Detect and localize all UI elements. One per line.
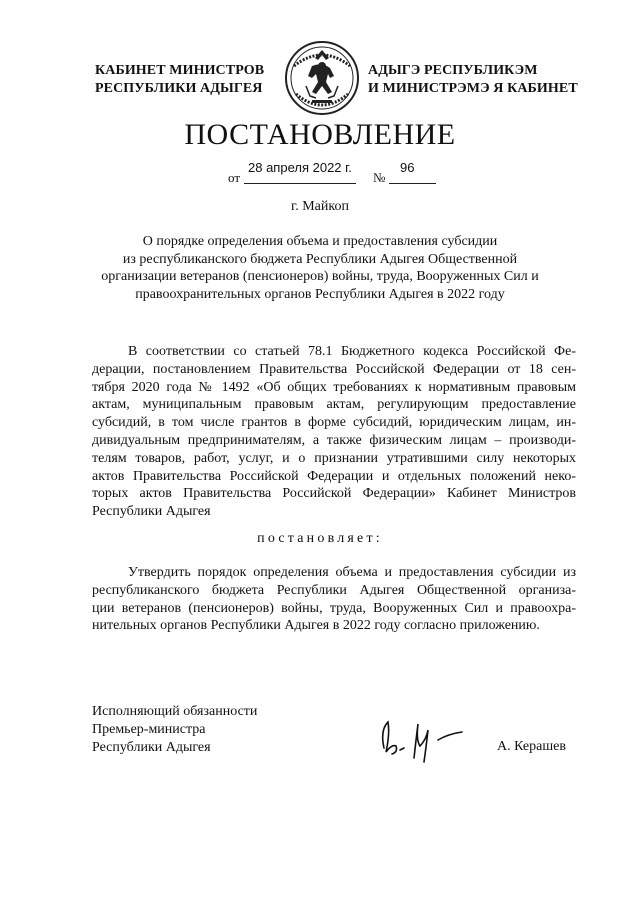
issuer-adyghe-line-1: АДЫГЭ РЕСПУБЛИКЭМ: [368, 63, 538, 78]
number-label: №: [373, 170, 386, 185]
subject-line: О порядке определения объема и предоставления субсидии: [142, 234, 498, 249]
signatory-line-1: Исполняющий обязанности: [92, 704, 258, 719]
resolution-line: нительных органов Республики Адыгея в 2022 году согласно приложению.: [92, 618, 540, 634]
document-subject: [100, 233, 540, 303]
resolution-line: Утвердить порядок определения объема и предоставления субсидии из: [128, 565, 576, 580]
number-underline: [389, 183, 436, 184]
signatory-name: А. Керашев: [497, 739, 566, 754]
preamble-line: торых актов Правительства Российской Федерации» Кабинет Министров: [92, 486, 576, 502]
resolution-line: ции ветеранов (пенсионеров) войны, труда, Вооруженных Сил и правоохра-: [92, 600, 576, 616]
document-title: ПОСТАНОВЛЕНИЕ: [184, 118, 456, 151]
resolution-paragraph: [92, 564, 576, 635]
subject-line: организации ветеранов (пенсионеров) войны, труда, Вооруженных Сил и: [101, 269, 539, 284]
issuer-name-russian: [95, 62, 264, 98]
date-underline: [244, 183, 356, 184]
issuer-line-2: РЕСПУБЛИКИ АДЫГЕЯ: [95, 81, 263, 96]
issuer-adyghe-line-2: И МИНИСТРЭМЭ Я КАБИНЕТ: [368, 81, 578, 96]
number-value: 96: [400, 160, 415, 175]
preamble-line: тября 2020 года № 1492 «Об общих требованиях к нормативным правовым: [92, 379, 576, 395]
issuer-name-adyghe: [368, 62, 578, 98]
preamble-line: актам, муниципальным правовым актам, регулирующим предоставление: [92, 397, 576, 413]
preamble-paragraph: [92, 343, 576, 521]
issuer-line-1: КАБИНЕТ МИНИСТРОВ: [95, 63, 265, 78]
preamble-line: В соответствии со статьей 78.1 Бюджетного кодекса Российской Фе-: [128, 344, 576, 359]
resolution-line: республиканского бюджета Республики Адыгея Общественной организа-: [92, 582, 576, 598]
handwritten-signature-icon: [370, 700, 480, 770]
decree-word: постановляет:: [257, 531, 383, 546]
preamble-line: дерации, постановлением Правительства Российской Федерации от 18 сен-: [92, 361, 576, 377]
city: г. Майкоп: [291, 199, 349, 214]
preamble-line: актов Правительства Российской Федерации и отдельных положений неко-: [92, 468, 576, 484]
subject-line: правоохранительных органов Республики Адыгея в 2022 году: [135, 286, 505, 302]
republic-emblem-icon: [282, 36, 362, 120]
signatory-line-2: Премьер-министра: [92, 722, 206, 737]
subject-line: из республиканского бюджета Республики Адыгея Общественной: [122, 251, 518, 267]
preamble-line: дивидуальным предпринимателям, а также физическим лицам – производи-: [92, 432, 576, 448]
date-value: 28 апреля 2022 г.: [248, 160, 352, 175]
preamble-line: субсидий, в том числе грантов в форме субсидий, юридическим лицам, ин-: [92, 415, 576, 431]
date-number-row: [228, 160, 448, 186]
preamble-line: телям товаров, работ, услуг, и о признании утратившими силу некоторых: [92, 450, 576, 466]
signatory-title: [92, 703, 257, 757]
signatory-line-3: Республики Адыгея: [92, 740, 211, 755]
date-from-label: от: [228, 170, 241, 185]
preamble-line: Республики Адыгея: [92, 504, 211, 520]
